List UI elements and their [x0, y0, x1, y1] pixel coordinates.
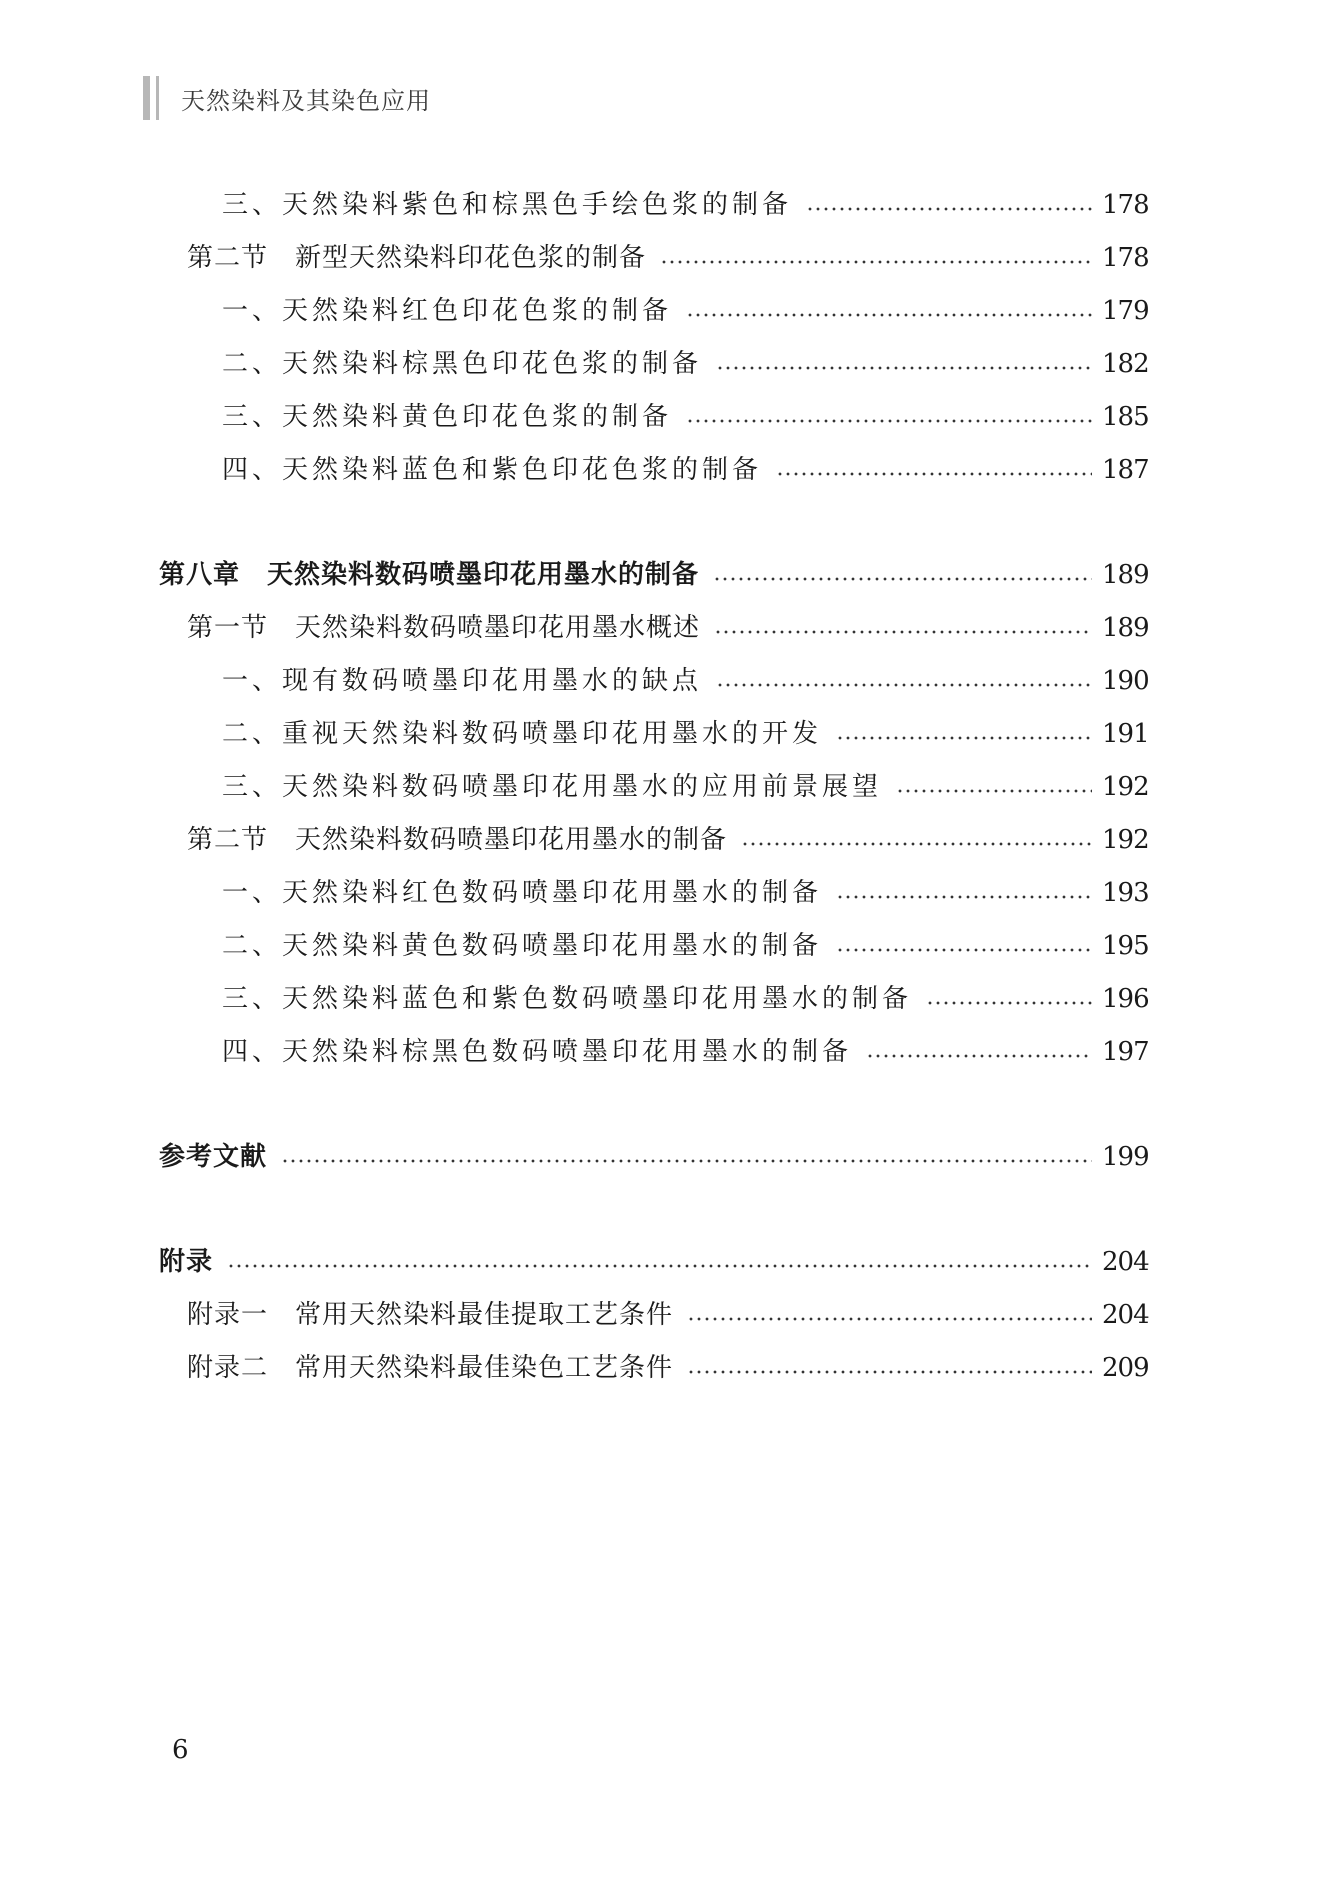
- dot-leader: [686, 294, 1092, 328]
- toc-entry-page: 196: [1102, 984, 1149, 1014]
- toc-entry-title: 第二节 天然染料数码喷墨印花用墨水的制备: [187, 825, 728, 855]
- toc-entry-page: 192: [1102, 772, 1149, 802]
- dot-leader: [806, 188, 1092, 222]
- toc-entry-title: 二、天然染料棕黑色印花色浆的制备: [222, 349, 703, 379]
- toc-entry[interactable]: [0, 398, 1331, 434]
- toc-entry[interactable]: [0, 662, 1331, 698]
- toc-entry[interactable]: [0, 345, 1331, 381]
- toc-entry-page: 209: [1102, 1353, 1149, 1383]
- toc-entry-title: 二、天然染料黄色数码喷墨印花用墨水的制备: [222, 931, 823, 961]
- toc-entry-page: 190: [1102, 666, 1149, 696]
- toc-entry-page: 189: [1102, 560, 1149, 590]
- dot-leader: [926, 982, 1092, 1016]
- dot-leader: [776, 453, 1092, 487]
- dot-leader: [836, 876, 1092, 910]
- toc-entry-section[interactable]: [0, 1349, 1331, 1385]
- toc-entry[interactable]: [0, 927, 1331, 963]
- toc-entry-title: 第一节 天然染料数码喷墨印花用墨水概述: [187, 613, 701, 643]
- toc-entry[interactable]: [0, 768, 1331, 804]
- dot-leader: [687, 1298, 1092, 1332]
- toc-entry-page: 191: [1102, 719, 1149, 749]
- toc-entry-section[interactable]: [0, 239, 1331, 275]
- toc-entry-page: 185: [1102, 402, 1149, 432]
- running-header: [143, 76, 431, 120]
- dot-leader: [741, 823, 1092, 857]
- dot-leader: [281, 1140, 1092, 1174]
- toc-entry-title: 三、天然染料数码喷墨印花用墨水的应用前景展望: [222, 772, 883, 802]
- toc-entry[interactable]: [0, 715, 1331, 751]
- toc-entry-appendix[interactable]: [0, 1243, 1331, 1279]
- toc-entry-title: 附录一 常用天然染料最佳提取工艺条件: [187, 1300, 674, 1330]
- dot-leader: [836, 929, 1092, 963]
- dot-leader: [687, 1351, 1092, 1385]
- toc-entry[interactable]: [0, 874, 1331, 910]
- toc-entry-page: 199: [1102, 1142, 1149, 1172]
- toc-entry-title: 三、天然染料蓝色和紫色数码喷墨印花用墨水的制备: [222, 984, 913, 1014]
- toc-entry-page: 178: [1102, 243, 1149, 273]
- toc-entry-chapter[interactable]: [0, 556, 1331, 592]
- toc-entry-page: 204: [1102, 1247, 1149, 1277]
- toc-entry[interactable]: [0, 186, 1331, 222]
- toc-entry-page: 179: [1102, 296, 1149, 326]
- header-bar-mark-icon: [143, 76, 159, 120]
- dot-leader: [714, 611, 1092, 645]
- book-title: 天然染料及其染色应用: [181, 86, 431, 115]
- toc-entry-references[interactable]: [0, 1138, 1331, 1174]
- toc-entry-page: 197: [1102, 1037, 1149, 1067]
- toc-entry-title: 四、天然染料蓝色和紫色印花色浆的制备: [222, 455, 763, 485]
- dot-leader: [686, 400, 1092, 434]
- toc-entry-title: 一、现有数码喷墨印花用墨水的缺点: [222, 666, 703, 696]
- page-number: 6: [172, 1735, 189, 1765]
- toc-entry[interactable]: [0, 980, 1331, 1016]
- toc-entry-page: 187: [1102, 455, 1149, 485]
- toc-entry-title: 第八章 天然染料数码喷墨印花用墨水的制备: [159, 560, 700, 590]
- toc-entry-section[interactable]: [0, 609, 1331, 645]
- toc-entry-title: 附录二 常用天然染料最佳染色工艺条件: [187, 1353, 674, 1383]
- toc-entry-title: 四、天然染料棕黑色数码喷墨印花用墨水的制备: [222, 1037, 853, 1067]
- toc-entry-title: 附录: [159, 1247, 214, 1277]
- toc-entry-title: 一、天然染料红色数码喷墨印花用墨水的制备: [222, 878, 823, 908]
- dot-leader: [836, 717, 1092, 751]
- toc-entry-section[interactable]: [0, 1296, 1331, 1332]
- toc-entry-title: 三、天然染料紫色和棕黑色手绘色浆的制备: [222, 190, 793, 220]
- dot-leader: [716, 664, 1092, 698]
- toc-entry-title: 二、重视天然染料数码喷墨印花用墨水的开发: [222, 719, 823, 749]
- toc-entry-page: 178: [1102, 190, 1149, 220]
- toc-entry-title: 三、天然染料黄色印花色浆的制备: [222, 402, 673, 432]
- toc-entry[interactable]: [0, 1033, 1331, 1069]
- toc-entry-page: 193: [1102, 878, 1149, 908]
- toc-entry[interactable]: [0, 292, 1331, 328]
- toc-entry-page: 189: [1102, 613, 1149, 643]
- toc-entry-title: 参考文献: [159, 1142, 268, 1172]
- dot-leader: [713, 558, 1092, 592]
- dot-leader: [660, 241, 1092, 275]
- dot-leader: [866, 1035, 1092, 1069]
- toc-entry-title: 一、天然染料红色印花色浆的制备: [222, 296, 673, 326]
- toc-entry-page: 192: [1102, 825, 1149, 855]
- toc-entry-page: 204: [1102, 1300, 1149, 1330]
- toc-entry-page: 195: [1102, 931, 1149, 961]
- toc-entry[interactable]: [0, 451, 1331, 487]
- dot-leader: [716, 347, 1092, 381]
- dot-leader: [896, 770, 1092, 804]
- toc-entry-section[interactable]: [0, 821, 1331, 857]
- dot-leader: [227, 1245, 1092, 1279]
- toc-entry-title: 第二节 新型天然染料印花色浆的制备: [187, 243, 647, 273]
- toc-entry-page: 182: [1102, 349, 1149, 379]
